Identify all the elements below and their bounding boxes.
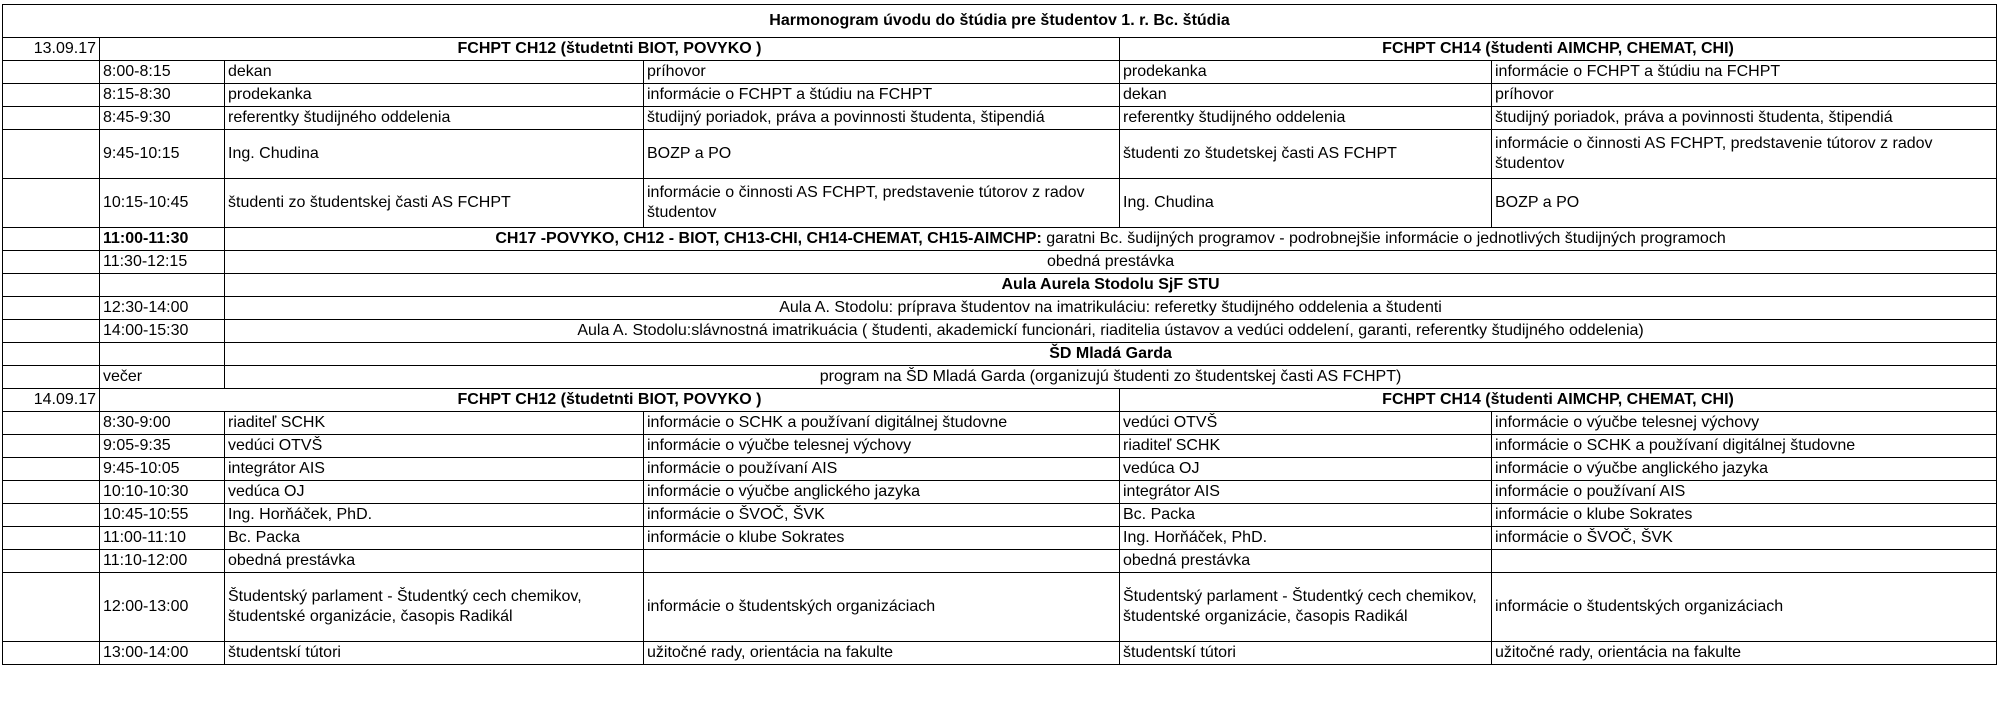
evening-row — [3, 366, 1997, 389]
group-a-topic: informácie o klube Sokrates — [644, 527, 1120, 550]
group-b-topic: užitočné rady, orientácia na fakulte — [1492, 642, 1997, 665]
group-a-speaker: prodekanka — [225, 84, 644, 107]
empty-cell — [3, 343, 100, 366]
table-row — [3, 458, 1997, 481]
guarantee-cell — [225, 228, 1997, 251]
time-cell: 9:05-9:35 — [100, 435, 225, 458]
empty-cell — [3, 107, 100, 130]
table-row — [3, 297, 1997, 320]
empty-cell — [3, 297, 100, 320]
group-a-topic: informácie o výučbe telesnej výchovy — [644, 435, 1120, 458]
time-cell: 10:45-10:55 — [100, 504, 225, 527]
group-a-topic: informácie o FCHPT a štúdiu na FCHPT — [644, 84, 1120, 107]
table-row — [3, 107, 1997, 130]
group-a-topic: študijný poriadok, práva a povinnosti študenta, štipendiá — [644, 107, 1120, 130]
empty-cell — [3, 435, 100, 458]
group-a-speaker: Ing. Chudina — [225, 130, 644, 179]
time-cell: 11:00-11:30 — [100, 228, 225, 251]
group-b-speaker: Ing. Horňáček, PhD. — [1120, 527, 1492, 550]
table-row — [3, 61, 1997, 84]
group-b-speaker: dekan — [1120, 84, 1492, 107]
group-b-topic: informácie o používaní AIS — [1492, 481, 1997, 504]
group-b-speaker: študentskí tútori — [1120, 642, 1492, 665]
time-cell: 9:45-10:15 — [100, 130, 225, 179]
group-b-topic: informácie o činnosti AS FCHPT, predstavenie tútorov z radov študentov — [1492, 130, 1997, 179]
group-b-speaker: Študentský parlament - Študentký cech chemikov, študentské organizácie, časopis Radikál — [1120, 573, 1492, 642]
aula-header-row — [3, 274, 1997, 297]
time-cell: 11:00-11:10 — [100, 527, 225, 550]
group-b-topic: príhovor — [1492, 84, 1997, 107]
group-b-speaker: Bc. Packa — [1120, 504, 1492, 527]
group-a-speaker: referentky študijného oddelenia — [225, 107, 644, 130]
evening-program: program na ŠD Mladá Garda (organizujú študenti zo študentskej časti AS FCHPT) — [225, 366, 1997, 389]
aula-header: Aula Aurela Stodolu SjF STU — [225, 274, 1997, 297]
guarantee-text: garatni Bc. šudijných programov - podrobnejšie informácie o jednotlivých študijných programoch — [1041, 230, 1726, 247]
group-b-speaker: referentky študijného oddelenia — [1120, 107, 1492, 130]
group-a-speaker: integrátor AIS — [225, 458, 644, 481]
time-cell: 11:10-12:00 — [100, 550, 225, 573]
aula-event: Aula A. Stodolu: príprava študentov na imatrikuláciu: referetky študijného oddelenia a študenti — [225, 297, 1997, 320]
time-cell: 12:00-13:00 — [100, 573, 225, 642]
table-row — [3, 481, 1997, 504]
table-row — [3, 412, 1997, 435]
group-b-speaker: študenti zo študetskej časti AS FCHPT — [1120, 130, 1492, 179]
empty-cell — [3, 228, 100, 251]
group-a-topic: príhovor — [644, 61, 1120, 84]
table-row — [3, 550, 1997, 573]
dorm-header-row — [3, 343, 1997, 366]
time-cell: 10:10-10:30 — [100, 481, 225, 504]
group-b-speaker: obedná prestávka — [1120, 550, 1492, 573]
group-b-topic: informácie o študentských organizáciach — [1492, 573, 1997, 642]
empty-cell — [3, 179, 100, 228]
group-a-speaker: študentskí tútori — [225, 642, 644, 665]
group-b-topic: informácie o FCHPT a štúdiu na FCHPT — [1492, 61, 1997, 84]
group-a-speaker: študenti zo študentskej časti AS FCHPT — [225, 179, 644, 228]
empty-cell — [3, 573, 100, 642]
schedule-table — [2, 4, 1997, 665]
dorm-header: ŠD Mladá Garda — [225, 343, 1997, 366]
group-b-topic: študijný poriadok, práva a povinnosti študenta, štipendiá — [1492, 107, 1997, 130]
empty-cell — [3, 550, 100, 573]
guarantee-row — [3, 228, 1997, 251]
empty-cell — [100, 274, 225, 297]
empty-cell — [3, 366, 100, 389]
lunch-row — [3, 251, 1997, 274]
group-b-speaker: vedúca OJ — [1120, 458, 1492, 481]
day1-group-b-header: FCHPT CH14 (študenti AIMCHP, CHEMAT, CHI) — [1120, 38, 1997, 61]
group-a-speaker: vedúci OTVŠ — [225, 435, 644, 458]
time-cell: 8:45-9:30 — [100, 107, 225, 130]
day2-header-row — [3, 389, 1997, 412]
group-a-speaker: dekan — [225, 61, 644, 84]
table-row — [3, 179, 1997, 228]
aula-event: Aula A. Stodolu:slávnostná imatrikuácia ( študenti, akademickí funcionári, riaditelia ústavov a vedúci oddelení, garanti, referentky študijného oddelenia) — [225, 320, 1997, 343]
empty-cell — [3, 274, 100, 297]
time-cell: 11:30-12:15 — [100, 251, 225, 274]
group-b-topic: informácie o SCHK a používaní digitálnej študovne — [1492, 435, 1997, 458]
empty-cell — [3, 320, 100, 343]
table-row — [3, 642, 1997, 665]
table-row — [3, 320, 1997, 343]
table-row — [3, 504, 1997, 527]
group-b-speaker: riaditeľ SCHK — [1120, 435, 1492, 458]
time-cell: 8:30-9:00 — [100, 412, 225, 435]
group-b-speaker: prodekanka — [1120, 61, 1492, 84]
day1-group-a-header: FCHPT CH12 (študetnti BIOT, POVYKO ) — [100, 38, 1120, 61]
group-a-speaker: obedná prestávka — [225, 550, 644, 573]
table-row — [3, 84, 1997, 107]
empty-cell — [3, 130, 100, 179]
group-b-topic: informácie o výučbe telesnej výchovy — [1492, 412, 1997, 435]
time-cell: 8:15-8:30 — [100, 84, 225, 107]
empty-cell — [3, 527, 100, 550]
time-cell: 14:00-15:30 — [100, 320, 225, 343]
group-a-topic: informácie o študentských organizáciach — [644, 573, 1120, 642]
day1-header-row — [3, 38, 1997, 61]
table-row — [3, 573, 1997, 642]
empty-cell — [3, 481, 100, 504]
group-a-speaker: Študentský parlament - Študentký cech chemikov, študentské organizácie, časopis Radikál — [225, 573, 644, 642]
empty-cell — [3, 84, 100, 107]
group-b-topic: BOZP a PO — [1492, 179, 1997, 228]
empty-cell — [3, 504, 100, 527]
empty-cell — [3, 642, 100, 665]
empty-cell — [3, 61, 100, 84]
empty-cell — [3, 412, 100, 435]
time-cell: večer — [100, 366, 225, 389]
group-a-topic: informácie o ŠVOČ, ŠVK — [644, 504, 1120, 527]
day2-date: 14.09.17 — [3, 389, 100, 412]
day1-date: 13.09.17 — [3, 38, 100, 61]
group-a-speaker: vedúca OJ — [225, 481, 644, 504]
group-a-topic: BOZP a PO — [644, 130, 1120, 179]
group-b-speaker: Ing. Chudina — [1120, 179, 1492, 228]
group-a-topic: informácie o činnosti AS FCHPT, predstavenie tútorov z radov študentov — [644, 179, 1120, 228]
group-a-topic: informácie o výučbe anglického jazyka — [644, 481, 1120, 504]
title-row — [3, 5, 1997, 38]
lunch-cell: obedná prestávka — [225, 251, 1997, 274]
group-b-topic: informácie o výučbe anglického jazyka — [1492, 458, 1997, 481]
group-a-speaker: Ing. Horňáček, PhD. — [225, 504, 644, 527]
group-a-topic: informácie o SCHK a používaní digitálnej študovne — [644, 412, 1120, 435]
time-cell: 13:00-14:00 — [100, 642, 225, 665]
day2-group-a-header: FCHPT CH12 (študetnti BIOT, POVYKO ) — [100, 389, 1120, 412]
programs-label: CH17 -POVYKO, CH12 - BIOT, CH13-CHI, CH14-CHEMAT, CH15-AIMCHP: — [495, 230, 1042, 247]
group-a-topic: informácie o používaní AIS — [644, 458, 1120, 481]
table-row — [3, 435, 1997, 458]
time-cell: 9:45-10:05 — [100, 458, 225, 481]
empty-cell — [100, 343, 225, 366]
group-b-topic: informácie o ŠVOČ, ŠVK — [1492, 527, 1997, 550]
group-a-topic — [644, 550, 1120, 573]
empty-cell — [3, 251, 100, 274]
group-b-speaker: vedúci OTVŠ — [1120, 412, 1492, 435]
group-b-speaker: integrátor AIS — [1120, 481, 1492, 504]
time-cell: 8:00-8:15 — [100, 61, 225, 84]
time-cell: 12:30-14:00 — [100, 297, 225, 320]
empty-cell — [3, 458, 100, 481]
table-row — [3, 130, 1997, 179]
table-row — [3, 527, 1997, 550]
group-b-topic: informácie o klube Sokrates — [1492, 504, 1997, 527]
group-b-topic — [1492, 550, 1997, 573]
time-cell: 10:15-10:45 — [100, 179, 225, 228]
group-a-speaker: riaditeľ SCHK — [225, 412, 644, 435]
group-a-topic: užitočné rady, orientácia na fakulte — [644, 642, 1120, 665]
group-a-speaker: Bc. Packa — [225, 527, 644, 550]
day2-group-b-header: FCHPT CH14 (študenti AIMCHP, CHEMAT, CHI) — [1120, 389, 1997, 412]
schedule-title: Harmonogram úvodu do štúdia pre študentov 1. r. Bc. štúdia — [3, 5, 1997, 38]
